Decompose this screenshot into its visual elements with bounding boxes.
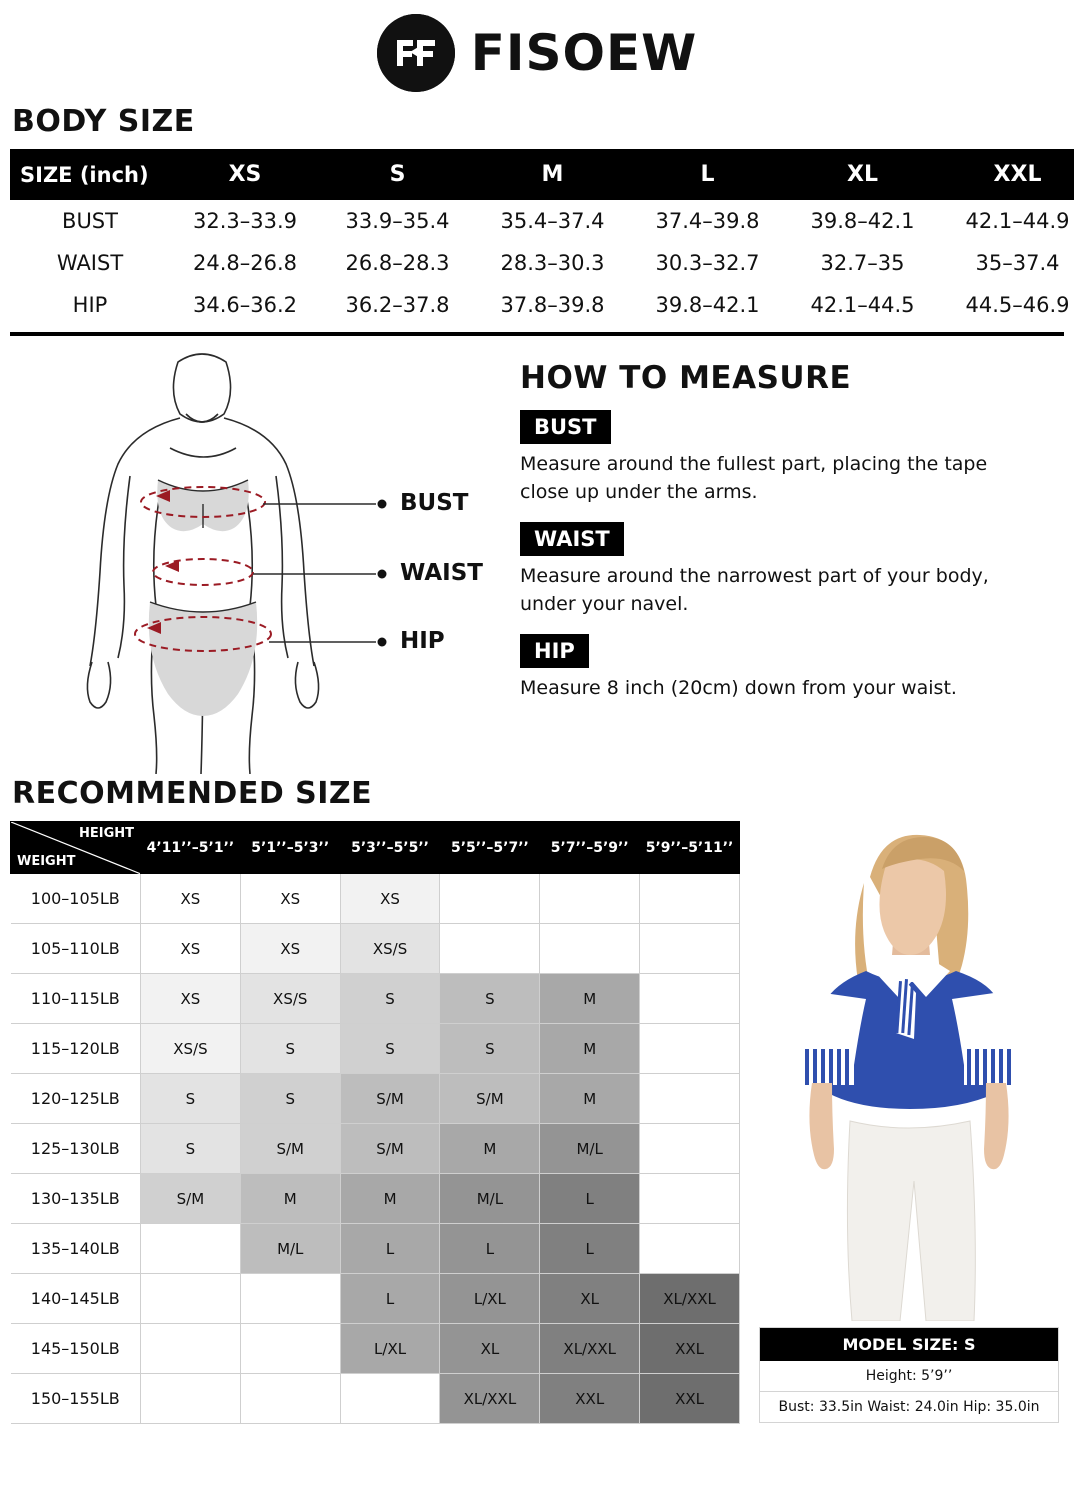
- cell-waist-xs: 24.8–26.8: [192, 251, 297, 275]
- size-cell: XXL: [640, 1374, 740, 1424]
- size-cell: [240, 1324, 340, 1374]
- cell-bust-m: 35.4–37.4: [500, 209, 605, 233]
- model-column: [740, 821, 1064, 1424]
- size-cell: M/L: [540, 1124, 640, 1174]
- table-header-row: [10, 149, 1074, 200]
- table-row: [11, 1174, 740, 1224]
- recommended-size-table: [10, 821, 740, 1424]
- height-col-4: 5’5’’–5’7’’: [440, 822, 540, 874]
- size-cell: XL/XXL: [540, 1324, 640, 1374]
- col-header-xxl: XXL: [940, 149, 1074, 200]
- size-cell: S: [340, 974, 440, 1024]
- cell-hip-l: 39.8–42.1: [655, 293, 760, 317]
- height-col-2: 5’1’’–5’3’’: [240, 822, 340, 874]
- row-label-waist: WAIST: [56, 251, 124, 275]
- cell-hip-xl: 42.1–44.5: [810, 293, 915, 317]
- body-size-table: [10, 149, 1074, 326]
- size-cell: S/M: [240, 1124, 340, 1174]
- size-cell: M/L: [440, 1174, 540, 1224]
- col-header-xl: XL: [785, 149, 940, 200]
- model-size-card: [759, 1327, 1059, 1423]
- weight-label: 130–135LB: [11, 1174, 141, 1224]
- size-cell: S: [440, 1024, 540, 1074]
- cell-bust-xs: 32.3–33.9: [192, 209, 297, 233]
- size-cell: L: [340, 1274, 440, 1324]
- size-cell: [540, 874, 640, 924]
- col-header-xs: XS: [170, 149, 320, 200]
- cell-waist-xxl: 35–37.4: [975, 251, 1060, 275]
- size-cell: XS: [141, 874, 241, 924]
- cell-waist-l: 30.3–32.7: [655, 251, 760, 275]
- how-to-measure-section: [0, 336, 1074, 774]
- size-cell: [640, 1174, 740, 1224]
- table-row: [11, 974, 740, 1024]
- size-cell: [640, 1024, 740, 1074]
- body-size-title: BODY SIZE: [12, 104, 195, 139]
- weight-label: 140–145LB: [11, 1274, 141, 1324]
- size-cell: [141, 1224, 241, 1274]
- height-col-5: 5’7’’–5’9’’: [540, 822, 640, 874]
- col-header-size: SIZE (inch): [10, 149, 170, 200]
- table-row: [11, 1324, 740, 1374]
- weight-label: 145–150LB: [11, 1324, 141, 1374]
- cell-bust-xxl: 42.1–44.9: [965, 209, 1070, 233]
- size-cell: L: [540, 1174, 640, 1224]
- col-header-s: S: [320, 149, 475, 200]
- corner-header-weight: WEIGHT: [17, 854, 76, 869]
- model-height: Height: 5’9’’: [760, 1361, 1058, 1392]
- size-cell: [240, 1274, 340, 1324]
- size-cell: [240, 1374, 340, 1424]
- brand-header: [0, 0, 1074, 100]
- size-cell: XL/XXL: [640, 1274, 740, 1324]
- cell-bust-xl: 39.8–42.1: [810, 209, 915, 233]
- model-size-title: MODEL SIZE: S: [760, 1328, 1058, 1361]
- size-cell: XS/S: [240, 974, 340, 1024]
- measure-tag-bust: BUST: [520, 410, 611, 444]
- size-cell: [640, 1074, 740, 1124]
- model-measurements: Bust: 33.5in Waist: 24.0in Hip: 35.0in: [778, 1399, 1040, 1415]
- body-measurement-diagram: [10, 344, 520, 774]
- size-cell: XL/XXL: [440, 1374, 540, 1424]
- size-cell: [640, 1124, 740, 1174]
- size-cell: [440, 924, 540, 974]
- size-cell: XS: [240, 924, 340, 974]
- weight-label: 110–115LB: [11, 974, 141, 1024]
- measure-tag-hip: HIP: [520, 634, 589, 668]
- size-cell: XXL: [640, 1324, 740, 1374]
- size-cell: [640, 874, 740, 924]
- size-cell: M/L: [240, 1224, 340, 1274]
- brand-name: FISOEW: [470, 24, 698, 82]
- weight-label: 150–155LB: [11, 1374, 141, 1424]
- size-cell: XS: [340, 874, 440, 924]
- size-cell: L: [540, 1224, 640, 1274]
- height-col-6: 5’9’’–5’11’’: [640, 822, 740, 874]
- recommended-size-section: [0, 821, 1074, 1424]
- fisoew-f-monogram-icon: [377, 14, 455, 92]
- recommended-size-title: RECOMMENDED SIZE: [12, 776, 373, 811]
- height-col-3: 5’3’’–5’5’’: [340, 822, 440, 874]
- table-row: [11, 1074, 740, 1124]
- size-cell: XS/S: [141, 1024, 241, 1074]
- size-cell: L: [340, 1224, 440, 1274]
- measure-desc-waist: Measure around the narrowest part of your body, under your navel.: [520, 565, 989, 615]
- cell-hip-s: 36.2–37.8: [345, 293, 450, 317]
- height-col-1: 4’11’’–5’1’’: [141, 822, 241, 874]
- cell-hip-xxl: 44.5–46.9: [965, 293, 1070, 317]
- diagram-label-waist: WAIST: [400, 560, 483, 586]
- col-header-l: L: [630, 149, 785, 200]
- diagram-label-bust: BUST: [400, 490, 469, 516]
- size-cell: S: [340, 1024, 440, 1074]
- row-label-bust: BUST: [62, 209, 118, 233]
- weight-label: 135–140LB: [11, 1224, 141, 1274]
- body-size-section: [0, 149, 1074, 326]
- weight-label: 100–105LB: [11, 874, 141, 924]
- size-cell: [440, 874, 540, 924]
- recommended-size-body: [11, 874, 740, 1424]
- table-header-row: [11, 822, 740, 874]
- size-cell: S: [240, 1024, 340, 1074]
- weight-label: 120–125LB: [11, 1074, 141, 1124]
- cell-waist-xl: 32.7–35: [820, 251, 905, 275]
- cell-hip-xs: 34.6–36.2: [192, 293, 297, 317]
- weight-label: 125–130LB: [11, 1124, 141, 1174]
- cell-bust-l: 37.4–39.8: [655, 209, 760, 233]
- cell-bust-s: 33.9–35.4: [345, 209, 450, 233]
- table-row: [11, 1224, 740, 1274]
- size-cell: S/M: [340, 1074, 440, 1124]
- size-cell: XL: [540, 1274, 640, 1324]
- table-row: [11, 924, 740, 974]
- size-cell: XL: [440, 1324, 540, 1374]
- size-cell: XS: [240, 874, 340, 924]
- table-row: [10, 284, 1074, 326]
- table-row: [11, 1124, 740, 1174]
- table-row: [10, 242, 1074, 284]
- col-header-m: M: [475, 149, 630, 200]
- size-cell: S: [440, 974, 540, 1024]
- size-cell: [540, 924, 640, 974]
- size-cell: [640, 1224, 740, 1274]
- size-cell: [640, 924, 740, 974]
- size-cell: XS: [141, 924, 241, 974]
- table-row: [11, 1374, 740, 1424]
- cell-waist-s: 26.8–28.3: [345, 251, 450, 275]
- size-cell: S/M: [141, 1174, 241, 1224]
- size-cell: S/M: [440, 1074, 540, 1124]
- measure-desc-hip: Measure 8 inch (20cm) down from your waist.: [520, 677, 957, 700]
- weight-label: 105–110LB: [11, 924, 141, 974]
- size-cell: XS: [141, 974, 241, 1024]
- size-cell: L/XL: [340, 1324, 440, 1374]
- corner-header-height: HEIGHT: [78, 826, 134, 841]
- table-row: [10, 200, 1074, 242]
- size-cell: S/M: [340, 1124, 440, 1174]
- size-cell: S: [141, 1124, 241, 1174]
- how-to-measure-text: [520, 344, 1064, 774]
- size-cell: S: [141, 1074, 241, 1124]
- size-cell: [141, 1324, 241, 1374]
- size-cell: L: [440, 1224, 540, 1274]
- measure-desc-bust: Measure around the fullest part, placing the tape close up under the arms.: [520, 453, 988, 503]
- size-cell: M: [540, 1074, 640, 1124]
- measure-tag-waist: WAIST: [520, 522, 624, 556]
- size-cell: [141, 1274, 241, 1324]
- size-cell: [340, 1374, 440, 1424]
- size-cell: [141, 1374, 241, 1424]
- size-cell: S: [240, 1074, 340, 1124]
- table-row: [11, 1024, 740, 1074]
- size-cell: M: [540, 1024, 640, 1074]
- size-cell: M: [540, 974, 640, 1024]
- size-cell: M: [440, 1124, 540, 1174]
- size-cell: M: [340, 1174, 440, 1224]
- diagram-label-hip: HIP: [400, 628, 445, 654]
- table-row: [11, 1274, 740, 1324]
- size-cell: XXL: [540, 1374, 640, 1424]
- size-cell: XS/S: [340, 924, 440, 974]
- size-cell: M: [240, 1174, 340, 1224]
- cell-waist-m: 28.3–30.3: [500, 251, 605, 275]
- how-to-measure-title: HOW TO MEASURE: [520, 360, 852, 396]
- size-cell: L/XL: [440, 1274, 540, 1324]
- weight-label: 115–120LB: [11, 1024, 141, 1074]
- model-photo: [754, 821, 1064, 1321]
- cell-hip-m: 37.8–39.8: [500, 293, 605, 317]
- corner-header: [11, 822, 141, 874]
- table-row: [11, 874, 740, 924]
- row-label-hip: HIP: [72, 293, 108, 317]
- size-cell: [640, 974, 740, 1024]
